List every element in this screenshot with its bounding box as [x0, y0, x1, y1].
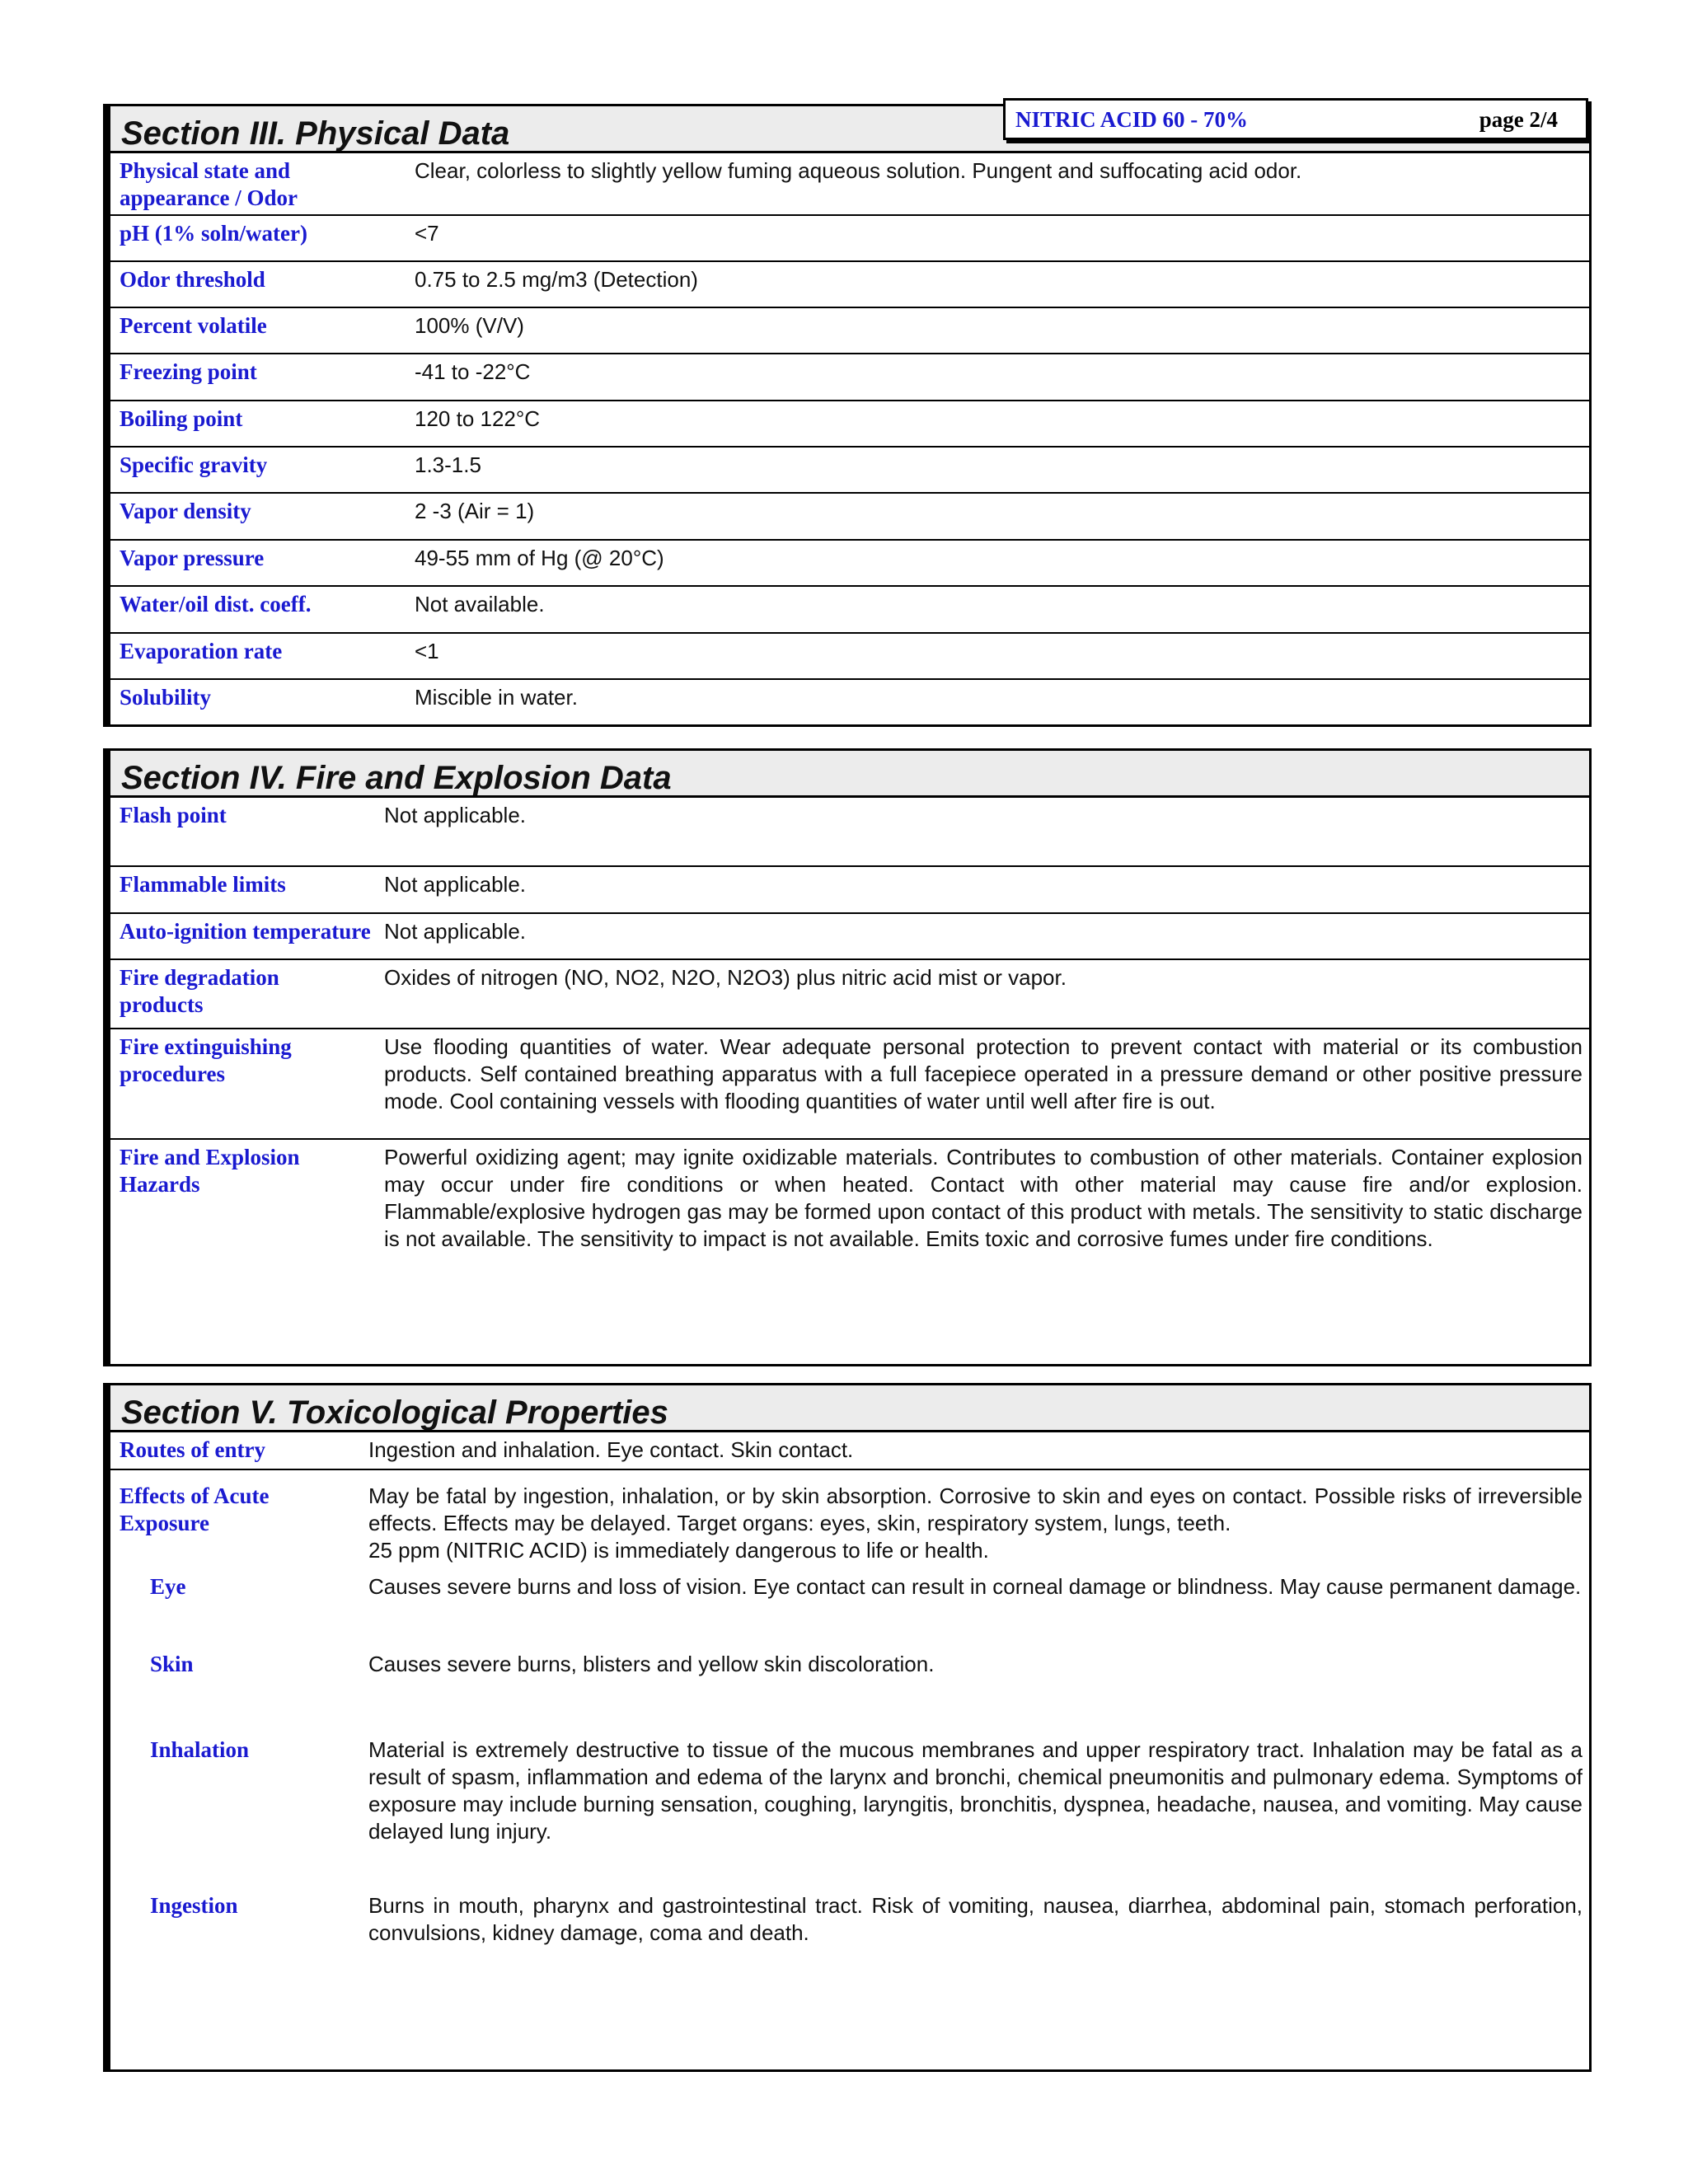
table-row — [110, 541, 1589, 587]
table-row — [110, 867, 1589, 914]
row-value: Not available. — [415, 592, 545, 616]
row-value — [368, 1483, 1582, 1564]
row-label: Effects of Acute Exposure — [120, 1483, 270, 1535]
row-label: Percent volatile — [120, 313, 267, 338]
page-number: page 2/4 — [1479, 107, 1558, 132]
row-value: Material is extremely destructive to tissue of the mucous membranes and upper respiratory tract. Inhalation may be fatal as a result of spasm, inflammation and edema of the larynx and bronchi, chemical pneumonitis and pulmonary edema. Symptoms of exposure may include burning sensation, coughing, laryngitis, bronchitis, dyspnea, headache, nausea, and vomiting. May cause delayed lung injury. — [368, 1737, 1582, 1844]
table-row — [110, 798, 1589, 867]
row-value: Ingestion and inhalation. Eye contact. Skin contact. — [368, 1437, 854, 1462]
row-label: pH (1% soln/water) — [120, 221, 307, 246]
row-label: Eye — [150, 1574, 186, 1599]
row-value: 120 to 122°C — [415, 406, 541, 431]
row-label: Physical state and appearance / Odor — [120, 158, 298, 210]
row-value: Not applicable. — [384, 803, 526, 827]
row-value: Miscible in water. — [415, 685, 578, 710]
table-row — [110, 1029, 1589, 1140]
effect-ingestion — [110, 1888, 1589, 2020]
row-label: Boiling point — [120, 406, 243, 431]
table-row — [110, 1432, 1589, 1470]
row-value: Causes severe burns, blisters and yellow skin discoloration. — [368, 1652, 935, 1676]
row-label: Skin — [150, 1652, 194, 1676]
row-label: Flammable limits — [120, 872, 286, 897]
table-row — [110, 680, 1589, 724]
row-label: Specific gravity — [120, 452, 268, 477]
table-row — [110, 448, 1589, 494]
section-toxicological-properties — [103, 1383, 1592, 2072]
section-title: Section IV. Fire and Explosion Data — [110, 751, 1589, 798]
row-value: Not applicable. — [384, 872, 526, 897]
row-label: Inhalation — [150, 1737, 250, 1762]
row-value: -41 to -22°C — [415, 359, 531, 384]
effect-skin — [110, 1647, 1589, 1732]
row-value: 2 -3 (Air = 1) — [415, 499, 535, 523]
table-row — [110, 401, 1589, 448]
row-value: <1 — [415, 639, 439, 663]
table-row — [110, 216, 1589, 262]
row-value: Not applicable. — [384, 919, 526, 944]
row-value: Clear, colorless to slightly yellow fuming aqueous solution. Pungent and suffocating acid odor. — [415, 158, 1302, 183]
row-label: Fire degradation products — [120, 965, 279, 1017]
table-row — [110, 262, 1589, 308]
row-value: Burns in mouth, pharynx and gastrointestinal tract. Risk of vomiting, nausea, diarrhea, abdominal pain, stomach perforation, convulsions, kidney damage, coma and death. — [368, 1893, 1582, 1945]
row-value: Use flooding quantities of water. Wear adequate personal protection to prevent contact with material or its combustion products. Self contained breathing apparatus with a full facepiece operated in a pressure demand or other positive pressure mode. Cool containing vessels with flooding quantities of water until well after fire is out. — [384, 1034, 1582, 1113]
idlh-text: 25 ppm (NITRIC ACID) is immediately dangerous to life or health. — [368, 1538, 989, 1563]
row-value: Oxides of nitrogen (NO, NO2, N2O, N2O3) plus nitric acid mist or vapor. — [384, 965, 1067, 990]
row-label: Fire extinguishing procedures — [120, 1034, 292, 1086]
row-label: Vapor density — [120, 499, 251, 523]
document-header — [1003, 98, 1588, 140]
row-label: Odor threshold — [120, 267, 265, 292]
row-value: Powerful oxidizing agent; may ignite oxidizable materials. Contributes to combustion of other materials. Container explosion may occur under fire conditions or when heated. Contact with other material may cause fire and/or explosion. Flammable/explosive hydrogen gas may be formed upon contact of this product with metals. The sensitivity to static discharge is not available. The sensitivity to impact is not available. Emits toxic and corrosive fumes under fire conditions. — [384, 1145, 1582, 1251]
table-row — [110, 960, 1589, 1029]
section-physical-data — [103, 104, 1592, 727]
row-value: 0.75 to 2.5 mg/m3 (Detection) — [415, 267, 698, 292]
section-fire-explosion-data — [103, 748, 1592, 1366]
row-value: 49-55 mm of Hg (@ 20°C) — [415, 546, 664, 570]
row-label: Flash point — [120, 803, 227, 827]
row-value: 1.3-1.5 — [415, 452, 481, 477]
row-label: Freezing point — [120, 359, 257, 384]
row-label: Evaporation rate — [120, 639, 283, 663]
row-label: Routes of entry — [120, 1437, 265, 1462]
row-label: Fire and Explosion Hazards — [120, 1145, 300, 1197]
table-row — [110, 354, 1589, 401]
acute-effects-text: May be fatal by ingestion, inhalation, or by skin absorption. Corrosive to skin and eyes on contact. Possible risks of irreversible effects. Effects may be delayed. Target organs: eyes, skin, respiratory system, lungs, teeth. — [368, 1483, 1582, 1535]
table-row — [110, 914, 1589, 960]
product-name: NITRIC ACID 60 - 70% — [1015, 107, 1249, 132]
effect-inhalation — [110, 1732, 1589, 1888]
row-value: <7 — [415, 221, 439, 246]
row-value: Causes severe burns and loss of vision. Eye contact can result in corneal damage or blindness. May cause permanent damage. — [368, 1574, 1582, 1599]
row-label: Auto-ignition temperature — [120, 919, 371, 944]
row-value: 100% (V/V) — [415, 313, 524, 338]
row-label: Vapor pressure — [120, 546, 265, 570]
row-label: Water/oil dist. coeff. — [120, 592, 312, 616]
section-title: Section V. Toxicological Properties — [110, 1385, 1589, 1432]
table-row — [110, 634, 1589, 680]
table-row — [110, 153, 1589, 216]
section-title: Section III. Physical Data — [110, 106, 1589, 153]
table-row — [110, 308, 1589, 354]
table-row — [110, 1140, 1589, 1362]
effect-eye — [110, 1561, 1589, 1647]
table-row — [110, 494, 1589, 541]
table-row — [110, 1470, 1589, 1561]
table-row — [110, 587, 1589, 634]
row-label: Solubility — [120, 685, 212, 710]
row-label: Ingestion — [150, 1893, 238, 1918]
